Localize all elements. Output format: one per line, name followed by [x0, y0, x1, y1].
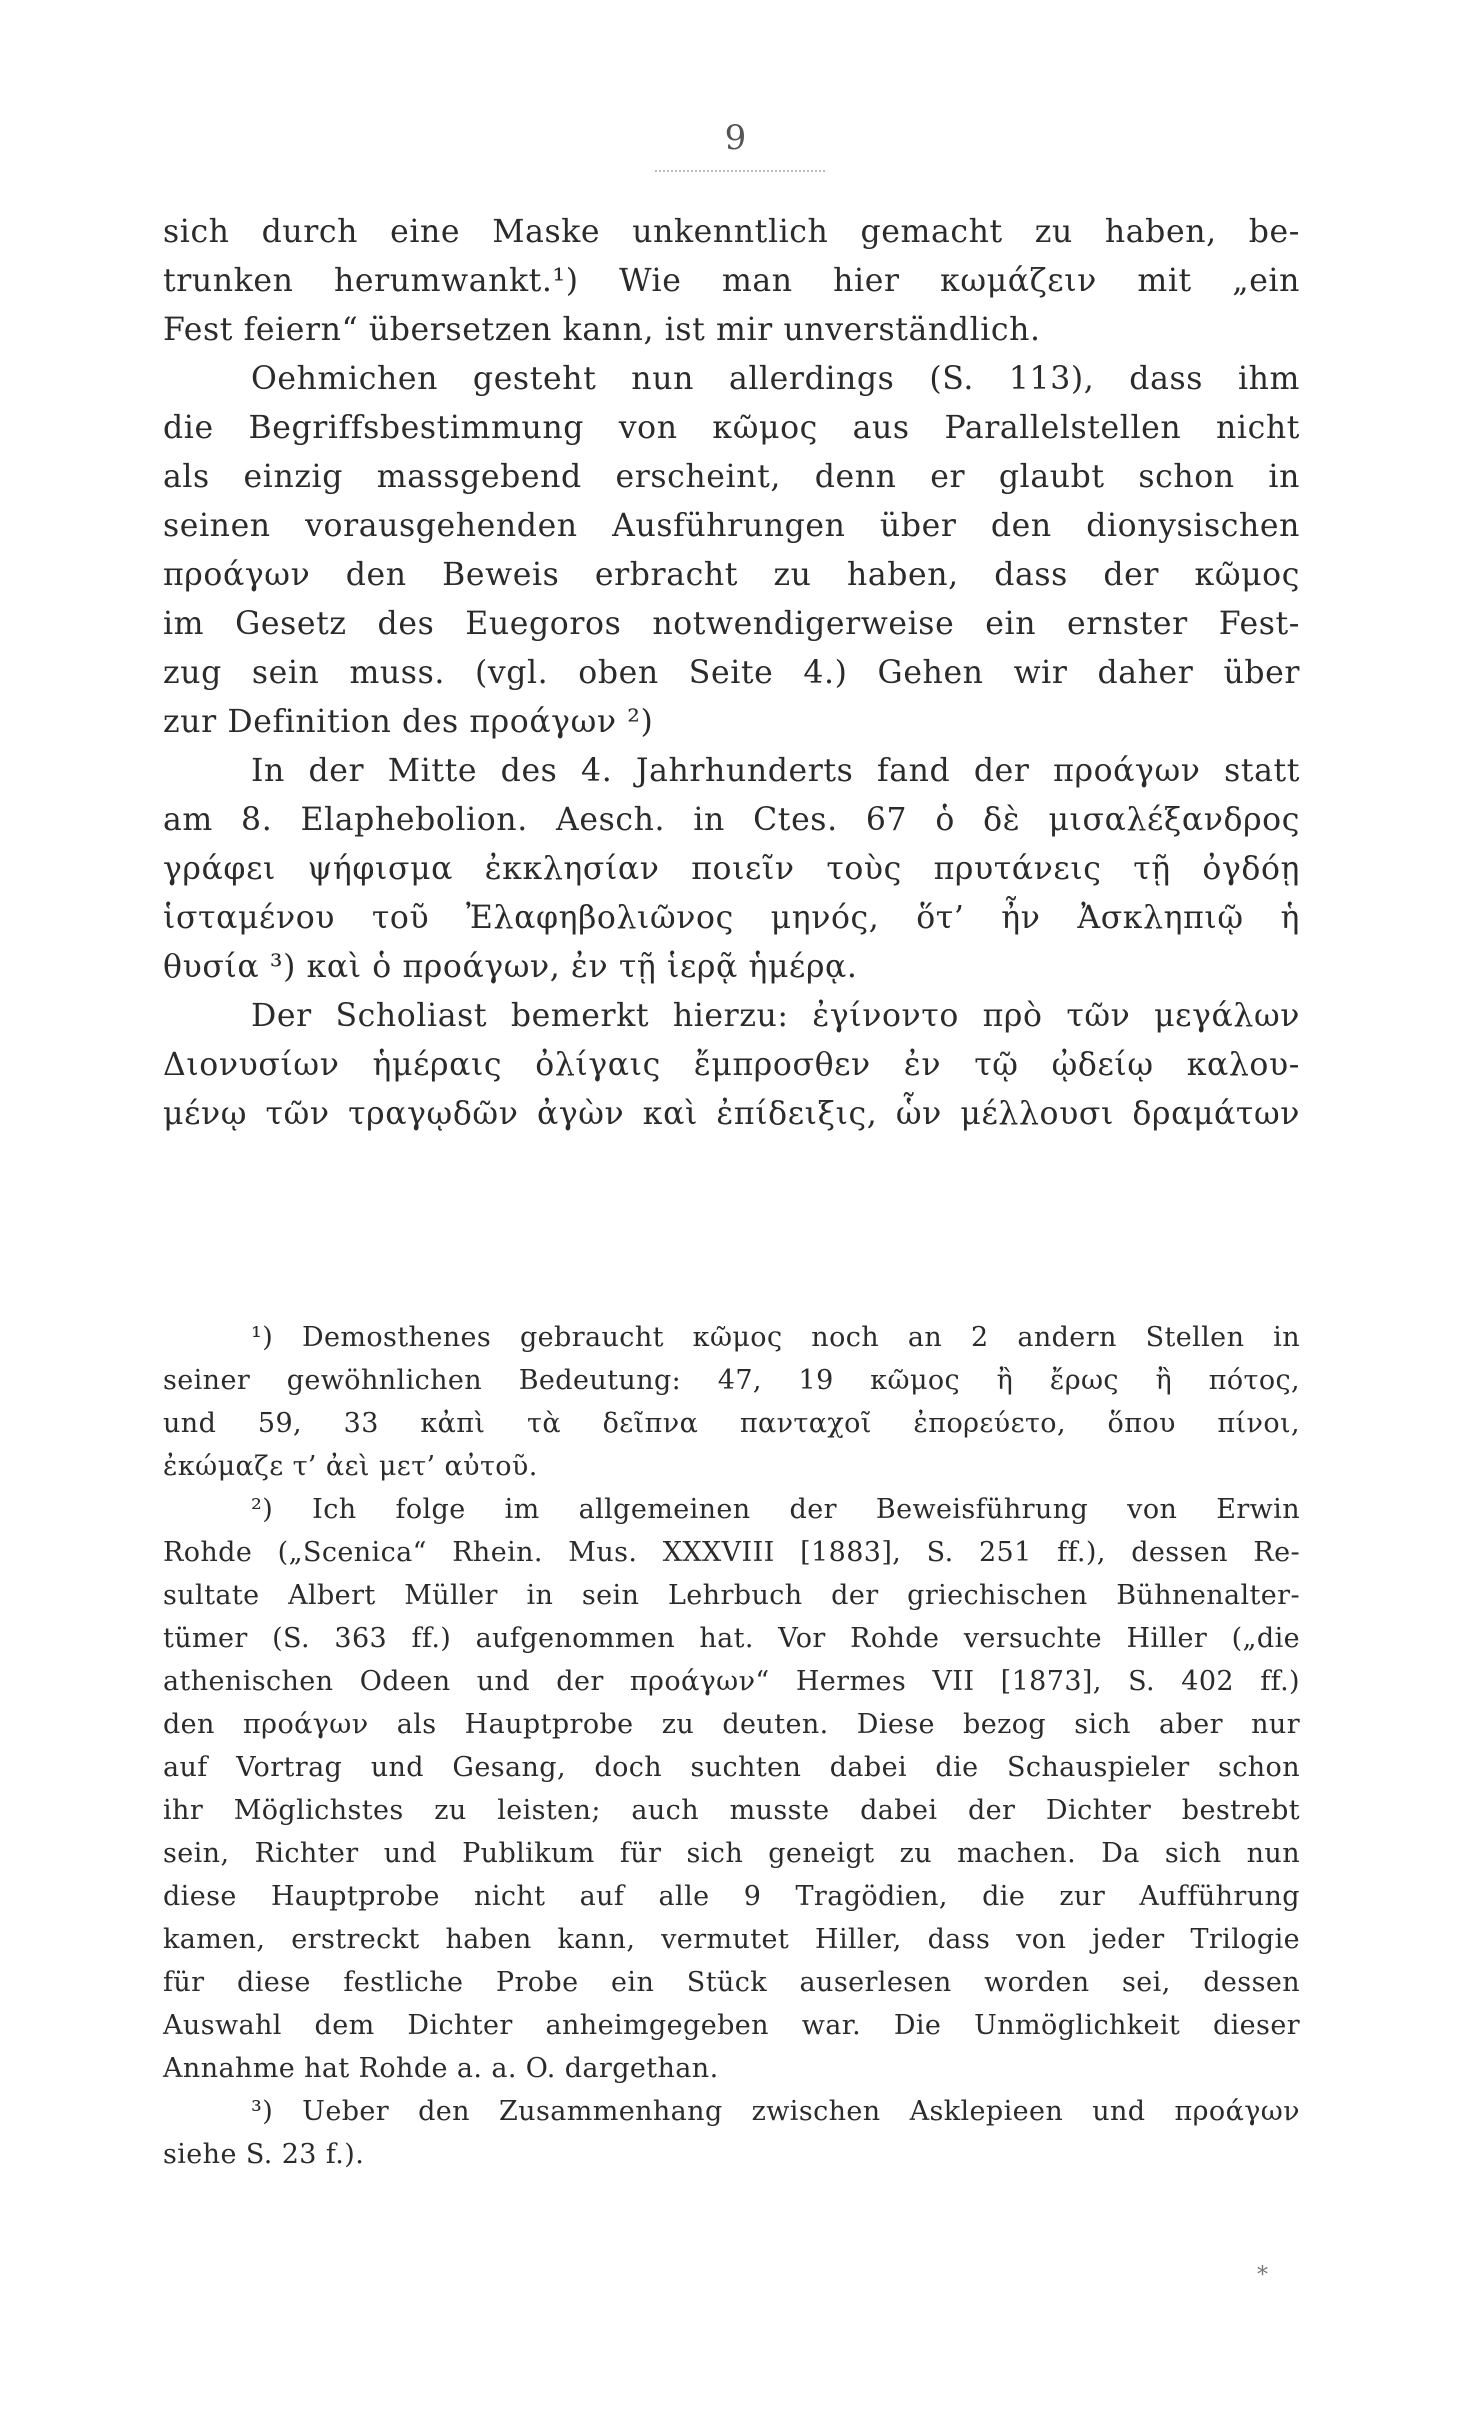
footnote-line: Rohde („Scenica“ Rhein. Mus. XXXVIII [1883], S. 251 ff.), dessen Re-	[163, 1537, 1300, 1568]
footnote-line: ²) Ich folge im allgemeinen der Beweisführung von Erwin	[251, 1494, 1300, 1525]
footnote-line: ihr Möglichstes zu leisten; auch musste dabei der Dichter bestrebt	[163, 1795, 1300, 1826]
text-line: θυσία ³) καὶ ὁ προάγων, ἐν τῇ ἱερᾷ ἡμέρᾳ.	[163, 949, 858, 985]
footnote-line: athenischen Odeen und der προάγων“ Hermes VII [1873], S. 402 ff.)	[163, 1666, 1300, 1697]
footnote-line: auf Vortrag und Gesang, doch suchten dabei die Schauspieler schon	[163, 1752, 1300, 1783]
footnote-line: und 59, 33 κἀπὶ τὰ δεῖπνα πανταχοῖ ἐπορεύετο, ὅπου πίνοι,	[163, 1408, 1300, 1439]
text-line: als einzig massgebend erscheint, denn er glaubt schon in	[163, 459, 1300, 495]
footnote-line: für diese festliche Probe ein Stück auserlesen worden sei, dessen	[163, 1967, 1300, 1998]
bottom-mark: *	[1257, 2263, 1268, 2288]
text-line: trunken herumwankt.¹) Wie man hier κωμάζειν mit „ein	[163, 263, 1300, 299]
text-line: ἱσταμένου τοῦ Ἐλαφηβολιῶνος μηνός, ὅτ’ ἦν Ἀσκληπιῷ ἡ	[163, 900, 1300, 936]
footnote-line: siehe S. 23 f.).	[163, 2139, 365, 2170]
text-line: Διονυσίων ἡμέραις ὀλίγαις ἔμπροσθεν ἐν τῷ ᾠδείῳ καλου-	[163, 1047, 1300, 1083]
main-text	[163, 208, 1300, 1139]
text-line: die Begriffsbestimmung von κῶμος aus Parallelstellen nicht	[163, 410, 1300, 446]
text-line: Der Scholiast bemerkt hierzu: ἐγίνοντο πρὸ τῶν μεγάλων	[251, 998, 1300, 1034]
text-line: In der Mitte des 4. Jahrhunderts fand der προάγων statt	[251, 753, 1300, 789]
text-line: προάγων den Beweis erbracht zu haben, dass der κῶμος	[163, 557, 1300, 593]
header-dotted-rule	[655, 170, 825, 172]
footnote-line: tümer (S. 363 ff.) aufgenommen hat. Vor Rohde versuchte Hiller („die	[163, 1623, 1300, 1654]
footnote-line: den προάγων als Hauptprobe zu deuten. Diese bezog sich aber nur	[163, 1709, 1300, 1740]
text-line: zur Definition des προάγων ²)	[163, 704, 654, 740]
text-line: Fest feiern“ übersetzen kann, ist mir unverständlich.	[163, 312, 1041, 348]
footnote-line: Auswahl dem Dichter anheimgegeben war. Die Unmöglichkeit dieser	[163, 2010, 1300, 2041]
footnote-line: sein, Richter und Publikum für sich geneigt zu machen. Da sich nun	[163, 1838, 1300, 1869]
footnotes	[163, 1316, 1300, 2176]
text-line: zug sein muss. (vgl. oben Seite 4.) Gehen wir daher über	[163, 655, 1300, 691]
text-line: seinen vorausgehenden Ausführungen über den dionysischen	[163, 508, 1300, 544]
text-line: im Gesetz des Euegoros notwendigerweise ein ernster Fest-	[163, 606, 1300, 642]
footnote-line: ἐκώμαζε τ’ ἀεὶ μετ’ αὐτοῦ.	[163, 1451, 538, 1482]
footnote-line: seiner gewöhnlichen Bedeutung: 47, 19 κῶμος ἢ ἔρως ἢ πότος,	[163, 1365, 1300, 1396]
footnote-line: ³) Ueber den Zusammenhang zwischen Asklepieen und προάγων	[251, 2096, 1300, 2127]
footnote-line: ¹) Demosthenes gebraucht κῶμος noch an 2 andern Stellen in	[251, 1322, 1300, 1353]
text-line: am 8. Elaphebolion. Aesch. in Ctes. 67 ὁ δὲ μισαλέξανδρος	[163, 802, 1300, 838]
text-line: γράφει ψήφισμα ἐκκλησίαν ποιεῖν τοὺς πρυτάνεις τῇ ὀγδόῃ	[163, 851, 1300, 887]
footnote-line: diese Hauptprobe nicht auf alle 9 Tragödien, die zur Aufführung	[163, 1881, 1300, 1912]
footnote-line: kamen, erstreckt haben kann, vermutet Hiller, dass von jeder Trilogie	[163, 1924, 1300, 1955]
text-line: Oehmichen gesteht nun allerdings (S. 113), dass ihm	[251, 361, 1300, 397]
footnote-line: sultate Albert Müller in sein Lehrbuch der griechischen Bühnenalter-	[163, 1580, 1300, 1611]
page-number: 9	[724, 118, 747, 158]
footnote-line: Annahme hat Rohde a. a. O. dargethan.	[163, 2053, 719, 2084]
text-line: μένῳ τῶν τραγῳδῶν ἀγὼν καὶ ἐπίδειξις, ὧν μέλλουσι δραμάτων	[163, 1096, 1300, 1132]
text-line: sich durch eine Maske unkenntlich gemacht zu haben, be-	[163, 214, 1300, 250]
